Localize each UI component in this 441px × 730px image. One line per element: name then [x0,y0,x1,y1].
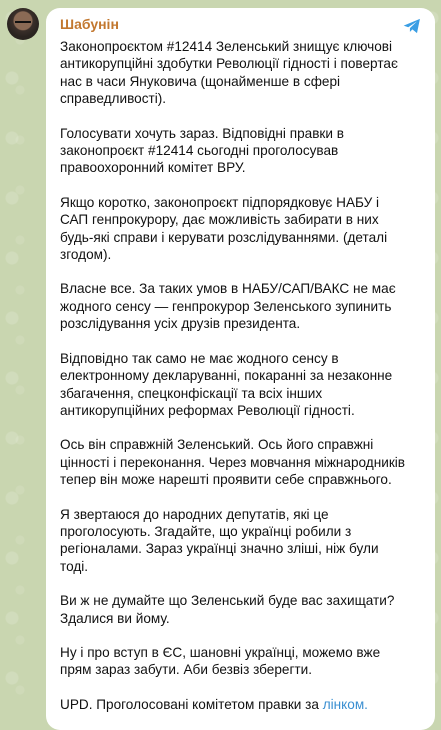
message-paragraph: Якщо коротко, законопроєкт підпорядковує НАБУ і САП генпрокурору, дає можливість забирати в них будь-які справи і керувати розслідуваннями. (деталі згодом). [60,194,388,263]
avatar-glasses [15,21,31,27]
message-paragraph: Ну і про вступ в ЄС, шановні українці, можемо вже прям зараз забути. Аби безвіз зберегти. [60,644,381,678]
message-paragraph: Законопроєктом #12414 Зеленський знищує ключові антикорупційні здобутки Революції гідності і повертає нас в часи Януковича (щонайменше в сфері справедливості). [60,39,398,107]
upd-text: UPD. Проголосовані комітетом правки за [60,696,323,712]
upd-paragraph [60,696,421,713]
message-paragraph: Я звертаюся до народних депутатів, які це проголосують. Згадайте, що українці робили з регіоналами. Зараз українці значно зліші, ніж були тоді. [60,506,379,574]
telegram-share-icon[interactable] [401,16,423,36]
message-paragraph: Ви ж не думайте що Зеленський буде вас захищати? Здалися ви йому. [60,593,395,626]
upd-link[interactable]: лінком. [322,696,368,712]
message-paragraph: Голосувати хочуть зараз. Відповідні правки в законопроєкт #12414 сьогодні проголосував правоохоронний комітет ВРУ. [60,125,344,176]
sender-name[interactable]: Шабунін [60,16,119,32]
message-paragraph: Власне все. За таких умов в НАБУ/САП/ВАКС не має жодного сенсу — генпрокурор Зеленського зупинить розслідування усіх друзів президента. [60,281,396,332]
sender-avatar[interactable] [7,8,39,40]
message-paragraph: Ось він справжній Зеленський. Ось його справжні цінності і переконання. Через мовчання міжнародників тепер він може нарешті проявити себе справжнього. [60,437,406,488]
message-paragraph: Відповідно так само не має жодного сенсу в електронному декларуванні, покаранні за незаконне збагачення, спецконфіскації та всіх інших антикорупційних реформах Революції гідності. [60,350,393,418]
message-bubble [46,8,435,730]
